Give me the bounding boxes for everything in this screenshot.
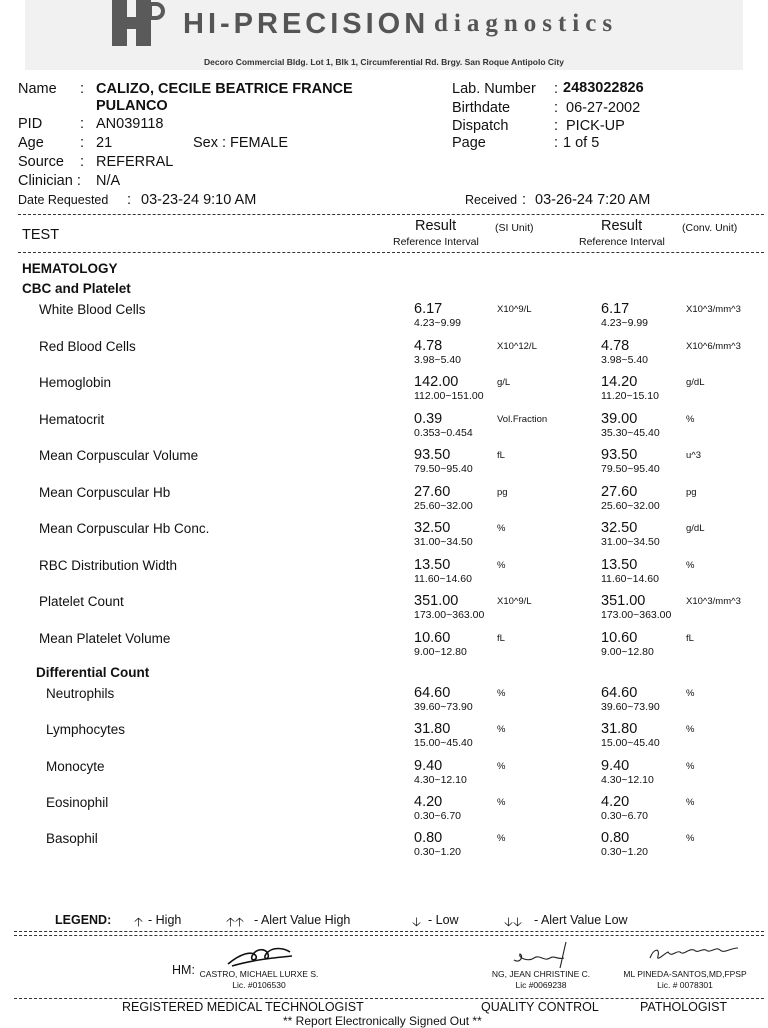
page-value: 1 of 5 xyxy=(563,135,600,151)
test-name: Lymphocytes xyxy=(46,722,126,738)
result-si: 10.60 xyxy=(414,629,451,646)
test-name: Mean Platelet Volume xyxy=(39,630,171,646)
reference-conv: 25.60~32.00 xyxy=(601,499,660,512)
result-conv: 27.60 xyxy=(601,483,638,500)
unit-conv: % xyxy=(686,724,695,736)
patient-name-line1: CALIZO, CECILE BEATRICE FRANCE xyxy=(96,81,353,97)
pathologist-name: ML PINEDA-SANTOS,MD,FPSP xyxy=(623,969,747,979)
legend-label: LEGEND: xyxy=(55,913,112,927)
lab-number-label: Lab. Number xyxy=(452,81,536,97)
result-si: 13.50 xyxy=(414,556,451,573)
received-label: Received xyxy=(465,193,518,207)
result-si: 31.80 xyxy=(414,721,451,738)
test-name: Basophil xyxy=(46,831,98,847)
hm-label: HM: xyxy=(172,963,195,977)
result-conv: 351.00 xyxy=(601,593,646,609)
result-conv: 6.17 xyxy=(601,301,630,317)
reference-si: 0.30~6.70 xyxy=(414,809,462,822)
result-si: 142.00 xyxy=(414,374,459,390)
age-label: Age xyxy=(18,135,44,151)
result-conv: 10.60 xyxy=(601,629,638,646)
divider-line xyxy=(18,214,764,215)
reference-conv: 4.30~12.10 xyxy=(601,773,654,786)
date-requested-label: Date Requested xyxy=(18,193,109,207)
unit-conv: % xyxy=(686,559,695,571)
double-arrow-down-icon: 🡣🡣 xyxy=(504,915,522,929)
col-result-si: Result xyxy=(415,218,457,234)
brand-tagline: diagnostics xyxy=(434,10,619,37)
reference-si: 11.60~14.60 xyxy=(414,572,472,585)
test-name: Eosinophil xyxy=(46,794,109,810)
dispatch-value: PICK-UP xyxy=(566,118,625,134)
qc-license: Lic #0069238 xyxy=(515,980,567,990)
colon: : xyxy=(522,192,527,208)
test-name: Hematocrit xyxy=(39,411,105,427)
source-value: REFERRAL xyxy=(96,154,174,170)
test-name: Neutrophils xyxy=(46,686,115,701)
reference-si: 79.50~95.40 xyxy=(414,463,473,475)
unit-si: fL xyxy=(497,632,505,644)
reference-si: 0.353~0.454 xyxy=(414,426,473,439)
reference-si: 9.00~12.80 xyxy=(414,645,467,658)
reference-si: 31.00~34.50 xyxy=(414,536,473,548)
birthdate-label: Birthdate xyxy=(452,100,511,116)
source-label: Source xyxy=(18,154,64,170)
reference-conv: 15.00~45.40 xyxy=(601,737,660,750)
divider-line xyxy=(14,935,764,936)
unit-conv: X10^3/mm^3 xyxy=(686,304,741,315)
legend-high: - High xyxy=(148,913,182,927)
test-name: Platelet Count xyxy=(39,594,124,609)
arrow-down-icon: 🡣 xyxy=(412,915,421,929)
unit-conv: u^3 xyxy=(686,450,702,461)
section-hematology: HEMATOLOGY xyxy=(22,261,118,276)
unit-conv: g/dL xyxy=(686,377,705,388)
test-name: Mean Corpuscular Hb Conc. xyxy=(39,521,210,536)
reference-si: 0.30~1.20 xyxy=(414,846,462,859)
reference-conv: 3.98~5.40 xyxy=(601,353,649,366)
result-conv: 4.20 xyxy=(601,793,630,810)
footer-note: ** Report Electronically Signed Out ** xyxy=(283,1014,482,1028)
reference-si: 39.60~73.90 xyxy=(414,701,473,713)
reference-conv: 11.60~14.60 xyxy=(601,572,659,585)
unit-si: % xyxy=(497,559,506,571)
unit-conv: % xyxy=(686,833,695,845)
dispatch-label: Dispatch xyxy=(452,118,509,134)
medtech-role: REGISTERED MEDICAL TECHNOLOGIST xyxy=(122,1000,364,1014)
reference-conv: 9.00~12.80 xyxy=(601,645,654,658)
test-name: White Blood Cells xyxy=(39,302,146,317)
divider-line xyxy=(14,931,764,932)
reference-conv: 0.30~6.70 xyxy=(601,809,649,822)
pid-value: AN039118 xyxy=(96,116,164,132)
name-label: Name xyxy=(18,81,57,97)
unit-si: % xyxy=(497,688,506,699)
divider-line xyxy=(18,252,764,253)
result-si: 4.20 xyxy=(414,793,443,810)
result-si: 0.80 xyxy=(414,830,443,847)
result-conv: 4.78 xyxy=(601,337,630,354)
test-name: Red Blood Cells xyxy=(39,338,136,354)
result-si: 351.00 xyxy=(414,593,459,609)
col-conv-unit: (Conv. Unit) xyxy=(682,222,738,234)
result-si: 0.39 xyxy=(414,410,443,427)
result-si: 93.50 xyxy=(414,447,451,463)
reference-si: 15.00~45.40 xyxy=(414,737,473,750)
reference-conv: 4.23~9.99 xyxy=(601,317,649,329)
result-si: 27.60 xyxy=(414,483,451,500)
pathologist-role: PATHOLOGIST xyxy=(640,1000,728,1014)
result-si: 6.17 xyxy=(414,301,443,317)
unit-conv: X10^6/mm^3 xyxy=(686,340,741,352)
unit-conv: % xyxy=(686,413,695,425)
reference-conv: 11.20~15.10 xyxy=(601,390,659,402)
received-value: 03-26-24 7:20 AM xyxy=(535,192,651,208)
col-ref-si: Reference Interval xyxy=(393,236,479,248)
sex-value: FEMALE xyxy=(230,135,289,151)
colon: : xyxy=(127,192,132,208)
unit-si: X10^9/L xyxy=(497,596,532,607)
unit-si: % xyxy=(497,523,506,534)
unit-si: % xyxy=(497,760,506,772)
result-conv: 31.80 xyxy=(601,721,638,738)
medtech-name: CASTRO, MICHAEL LURXE S. xyxy=(199,969,319,979)
legend-alert-high: - Alert Value High xyxy=(254,913,351,927)
unit-conv: X10^3/mm^3 xyxy=(686,596,741,607)
reference-conv: 39.60~73.90 xyxy=(601,701,660,713)
result-conv: 9.40 xyxy=(601,757,630,774)
unit-si: % xyxy=(497,796,506,808)
pathologist-signature xyxy=(646,940,742,966)
patient-name-line2: PULANCO xyxy=(96,98,168,114)
sex-label: Sex : xyxy=(193,135,227,151)
pid-label: PID xyxy=(18,116,43,132)
unit-conv: % xyxy=(686,796,695,808)
result-conv: 13.50 xyxy=(601,556,638,573)
page-label: Page xyxy=(452,135,486,151)
col-ref-conv: Reference Interval xyxy=(579,236,665,248)
medtech-signature xyxy=(222,942,294,970)
test-name: Mean Corpuscular Volume xyxy=(39,448,199,463)
birthdate-value: 06-27-2002 xyxy=(566,100,641,116)
result-conv: 32.50 xyxy=(601,520,638,536)
reference-conv: 35.30~45.40 xyxy=(601,426,660,439)
double-arrow-up-icon: 🡡🡡 xyxy=(226,915,244,929)
unit-si: % xyxy=(497,833,506,845)
test-name: RBC Distribution Width xyxy=(39,557,178,573)
colon: : xyxy=(80,116,85,132)
col-test: TEST xyxy=(22,227,60,243)
legend-low: - Low xyxy=(428,913,459,927)
reference-conv: 0.30~1.20 xyxy=(601,846,649,859)
unit-si: X10^9/L xyxy=(497,304,532,315)
qc-name: NG, JEAN CHRISTINE C. xyxy=(491,969,591,979)
reference-si: 4.23~9.99 xyxy=(414,317,462,329)
colon: : xyxy=(554,118,559,134)
unit-si: % xyxy=(497,724,506,736)
result-conv: 39.00 xyxy=(601,410,638,427)
result-conv: 0.80 xyxy=(601,830,630,847)
test-name: Mean Corpuscular Hb xyxy=(39,484,171,500)
hp-logo-icon xyxy=(112,0,168,46)
reference-si: 173.00~363.00 xyxy=(414,609,485,621)
legend-alert-low: - Alert Value Low xyxy=(534,913,628,927)
colon: : xyxy=(80,81,85,97)
colon: : xyxy=(80,135,85,151)
clinician-label: Clinician : xyxy=(18,173,81,189)
reference-si: 112.00~151.00 xyxy=(414,390,484,402)
lab-number-value: 2483022826 xyxy=(563,80,644,96)
result-si: 4.78 xyxy=(414,337,443,354)
reference-si: 3.98~5.40 xyxy=(414,353,462,366)
unit-conv: g/dL xyxy=(686,523,705,534)
pathologist-license: Lic. # 0078301 xyxy=(657,980,713,990)
result-conv: 14.20 xyxy=(601,374,638,390)
unit-conv: % xyxy=(686,760,695,772)
qc-role: QUALITY CONTROL xyxy=(481,1000,599,1014)
unit-conv: % xyxy=(686,688,695,699)
unit-si: fL xyxy=(497,450,505,461)
reference-si: 25.60~32.00 xyxy=(414,499,473,512)
medtech-license: Lic. #0106530 xyxy=(232,980,286,990)
unit-si: pg xyxy=(497,486,508,498)
test-name: Hemoglobin xyxy=(39,375,112,390)
lab-address: Decoro Commercial Bldg. Lot 1, Blk 1, Circumferential Rd. Brgy. San Roque Antipolo City xyxy=(204,57,564,67)
result-si: 64.60 xyxy=(414,685,451,701)
result-si: 9.40 xyxy=(414,757,443,774)
colon: : xyxy=(554,135,559,151)
colon: : xyxy=(80,154,85,170)
col-si-unit: (SI Unit) xyxy=(495,222,534,234)
unit-si: X10^12/L xyxy=(497,340,537,352)
colon: : xyxy=(554,81,559,97)
test-name: Monocyte xyxy=(46,758,105,774)
result-conv: 64.60 xyxy=(601,685,638,701)
brand-name: HI-PRECISION xyxy=(183,8,430,40)
unit-conv: fL xyxy=(686,632,694,644)
result-conv: 93.50 xyxy=(601,447,638,463)
reference-conv: 31.00~34.50 xyxy=(601,536,660,548)
col-result-conv: Result xyxy=(601,218,643,234)
age-value: 21 xyxy=(96,135,113,151)
clinician-value: N/A xyxy=(96,173,121,189)
reference-si: 4.30~12.10 xyxy=(414,773,467,786)
arrow-up-icon: 🡡 xyxy=(134,915,143,929)
reference-conv: 173.00~363.00 xyxy=(601,609,672,621)
colon: : xyxy=(554,100,559,116)
date-requested-value: 03-23-24 9:10 AM xyxy=(141,192,257,208)
divider-line xyxy=(14,998,764,999)
unit-si: Vol.Fraction xyxy=(497,413,548,425)
unit-conv: pg xyxy=(686,486,697,498)
unit-si: g/L xyxy=(497,377,511,388)
section-differential: Differential Count xyxy=(36,665,150,680)
section-cbc: CBC and Platelet xyxy=(22,281,131,296)
reference-conv: 79.50~95.40 xyxy=(601,463,660,475)
qc-signature xyxy=(510,940,572,970)
result-si: 32.50 xyxy=(414,520,451,536)
